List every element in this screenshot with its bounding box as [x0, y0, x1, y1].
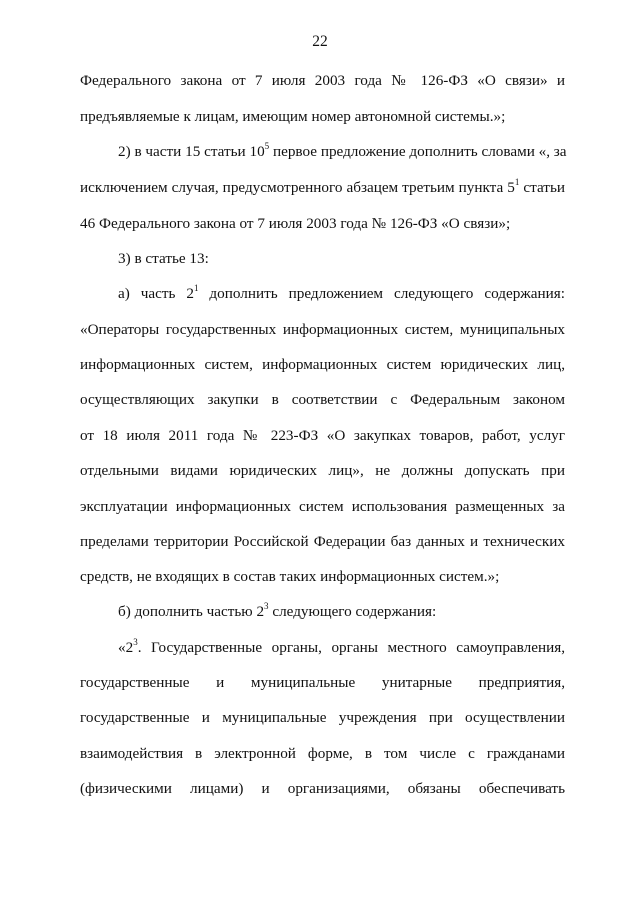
text-run: отдельными видами юридических лиц», не должны допускать при	[80, 462, 565, 479]
superscript: 1	[514, 176, 520, 187]
text-line-14	[80, 532, 565, 552]
text-run: 2) в части 15 статьи 10	[118, 143, 265, 160]
text-line-5	[80, 214, 565, 234]
text-line-2	[80, 107, 565, 127]
text-line-12	[80, 461, 565, 481]
text-line-1	[80, 71, 565, 91]
text-run: государственные и муниципальные учреждения при осуществлении	[80, 709, 565, 726]
text-run: взаимодействия в электронной форме, в том числе с гражданами	[80, 745, 565, 762]
text-run: предъявляемые к лицам, имеющим номер автономной системы.»;	[80, 108, 506, 125]
text-run: а) часть 2	[118, 285, 194, 302]
text-line-6	[118, 249, 565, 269]
text-line-19	[80, 708, 565, 728]
page-number: 22	[312, 33, 328, 50]
text-run: осуществляющих закупки в соответствии с Федеральным законом	[80, 391, 565, 408]
text-run: дополнить предложением следующего содержания:	[198, 285, 566, 302]
text-line-9	[80, 355, 565, 375]
text-run: первое предложение дополнить словами «, за	[269, 143, 567, 160]
text-line-21	[80, 779, 565, 799]
text-line-17	[118, 638, 565, 658]
text-run: статьи	[519, 179, 565, 196]
text-line-7	[118, 284, 565, 304]
text-run: Федерального закона от 7 июля 2003 года № 126-ФЗ «О связи» и	[80, 72, 565, 89]
text-run: . Государственные органы, органы местного самоуправления,	[137, 639, 565, 656]
text-run: б) дополнить частью 2	[118, 603, 265, 620]
text-run: эксплуатации информационных систем использования размещенных за	[80, 498, 565, 515]
text-run: исключением случая, предусмотренного абзацем третьим пункта 5	[80, 179, 515, 196]
text-run: следующего содержания:	[268, 603, 437, 620]
text-line-18	[80, 673, 565, 693]
text-run: 46 Федерального закона от 7 июля 2003 года № 126-ФЗ «О связи»;	[80, 215, 511, 232]
text-run: средств, не входящих в состав таких информационных систем.»;	[80, 568, 500, 585]
text-line-11	[80, 426, 565, 446]
text-run: от 18 июля 2011 года № 223-ФЗ «О закупках товаров, работ, услуг	[80, 427, 565, 444]
superscript: 1	[193, 282, 199, 293]
text-run: 3) в статье 13:	[118, 250, 209, 267]
text-line-3	[118, 142, 565, 162]
text-line-15	[80, 567, 565, 587]
superscript: 3	[264, 600, 269, 611]
text-run: государственные и муниципальные унитарные предприятия,	[80, 674, 565, 691]
superscript: 3	[133, 636, 138, 647]
text-line-13	[80, 497, 565, 517]
text-run: (физическими лицами) и организациями, обязаны обеспечивать	[80, 780, 565, 797]
text-line-20	[80, 744, 565, 764]
text-line-4	[80, 178, 565, 198]
text-line-10	[80, 390, 565, 410]
text-run: «Операторы государственных информационных систем, муниципальных	[80, 321, 565, 338]
text-line-8	[80, 320, 565, 340]
text-run: «2	[118, 639, 134, 656]
text-run: информационных систем, информационных систем юридических лиц,	[80, 356, 565, 373]
text-run: пределами территории Российской Федерации баз данных и технических	[80, 533, 565, 550]
superscript: 5	[264, 140, 270, 151]
text-line-16	[118, 602, 565, 622]
